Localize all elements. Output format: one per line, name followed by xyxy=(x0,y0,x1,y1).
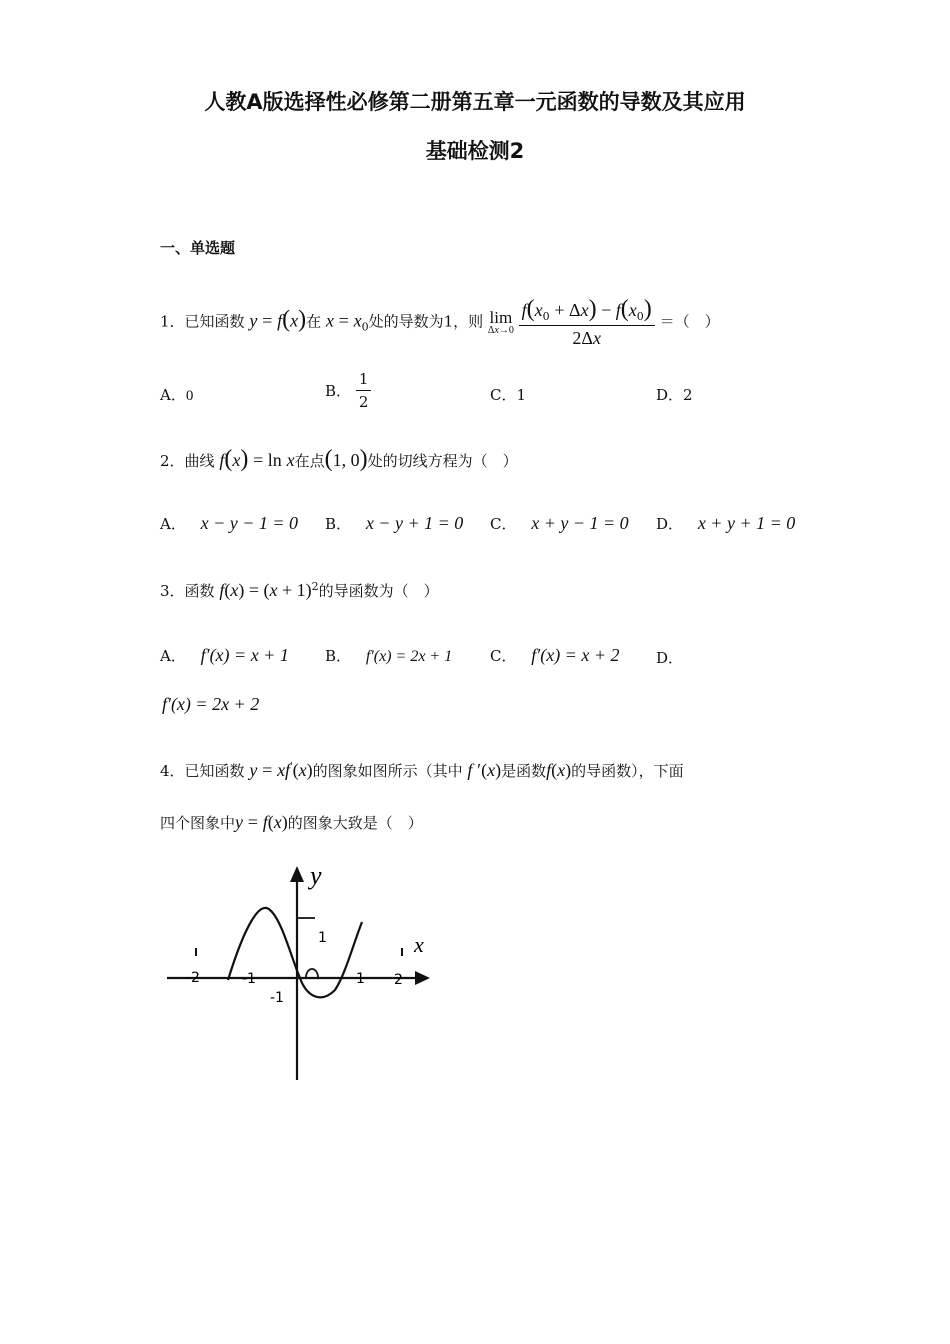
question-3: 3．函数 $f(x) = (x + 1)^2$的导函数为（ ） xyxy=(160,580,439,600)
option-d[interactable]: D．2 xyxy=(656,386,693,404)
question-1: 1．已知函数 y = f(x)在 $x = x_0$处的导数为1，则 lim Δx→0 $\frac{f(x_0 + \Delta x) - f(x_0)}{2\Delta x}$ ＝（ ） xyxy=(160,296,720,348)
section-heading: 一、单选题 xyxy=(160,239,236,257)
question-2: 2．曲线 f(x) = ln x在点(1, 0)处的切线方程为（ ） xyxy=(160,446,518,472)
tick-label-1: 1 xyxy=(356,971,365,987)
x-axis-arrow xyxy=(415,971,430,985)
question-number: 1． xyxy=(160,312,185,331)
question-4: 4．已知函数 y = xf′(x)的图象如图所示（其中 f ′(x)是函数f(x)的导函数），下面 xyxy=(160,760,684,780)
tick-label-neg1: -1 xyxy=(242,971,256,987)
x-axis-label: x xyxy=(414,932,424,957)
option-b[interactable]: B． $\frac{1}{2}$ xyxy=(325,370,371,411)
option-c[interactable]: C． x + y − 1 = 0 xyxy=(490,513,629,533)
option-c[interactable]: C． f′(x) = x + 2 xyxy=(490,645,620,665)
function-graph-figure xyxy=(160,860,440,1085)
option-c[interactable]: C．1 xyxy=(490,386,527,404)
option-a[interactable]: A． x − y − 1 = 0 xyxy=(160,513,299,533)
tick-label-2: 2 xyxy=(394,972,403,988)
y-axis-label: y xyxy=(310,861,322,890)
option-d[interactable]: D． xyxy=(656,649,684,667)
tick-label-y1: 1 xyxy=(318,930,327,946)
document-title: 人教A版选择性必修第二册第五章一元函数的导数及其应用 xyxy=(204,90,746,114)
option-d[interactable]: D． x + y + 1 = 0 xyxy=(656,513,796,533)
option-d-value: f′(x) = 2x + 2 xyxy=(162,694,260,714)
option-a[interactable]: A．0 xyxy=(160,386,194,404)
limit-fraction: $\frac{f(x_0 + \Delta x) - f(x_0)}{2\Delta x}$ xyxy=(519,296,655,349)
option-b[interactable]: B． x − y + 1 = 0 xyxy=(325,513,464,533)
y-axis-arrow xyxy=(290,866,304,882)
limit-operator: lim Δx→0 xyxy=(487,308,514,336)
document-subtitle: 基础检测2 xyxy=(425,139,525,163)
tick-label-neg2: -2 xyxy=(186,970,200,986)
option-b[interactable]: B． f′(x) = 2x + 1 xyxy=(325,647,453,665)
option-a[interactable]: A． f′(x) = x + 1 xyxy=(160,645,289,665)
origin-mark xyxy=(306,969,318,978)
tick-label-y-neg1: -1 xyxy=(270,990,284,1006)
question-4-cont: 四个图象中y = f(x)的图象大致是（ ） xyxy=(160,812,423,832)
